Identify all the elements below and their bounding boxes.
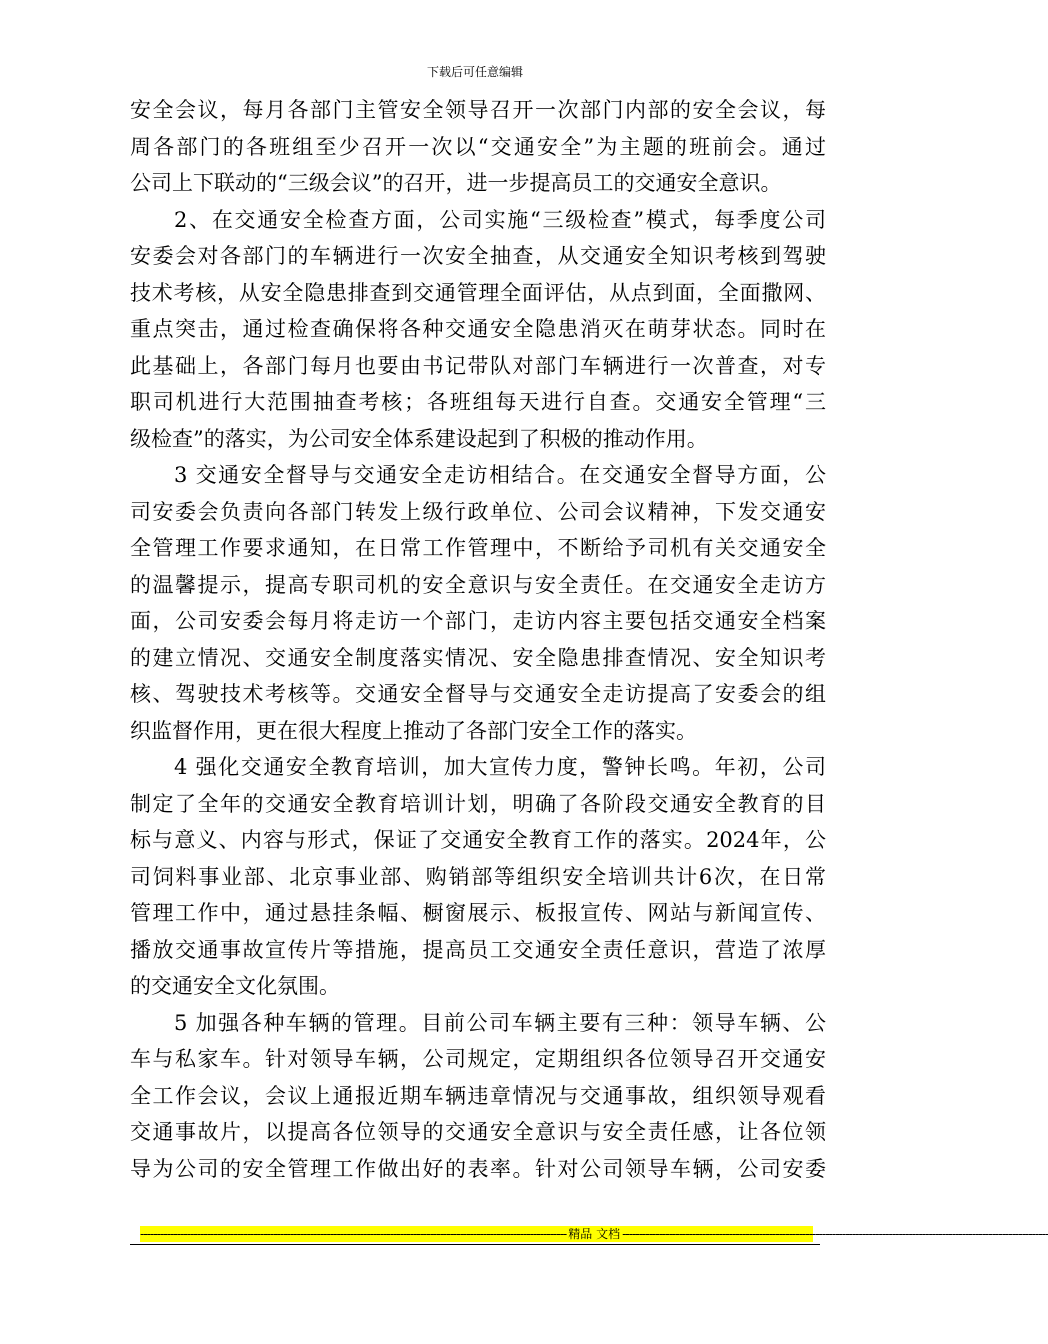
text-line: 的温馨提示，提高专职司机的安全意识与安全责任。在交通安全走访方 xyxy=(130,572,826,597)
text-line: 的交通安全文化氛围。 xyxy=(130,974,340,998)
text-line: 播放交通事故宣传片等措施，提高员工交通安全责任意识，营造了浓厚 xyxy=(130,937,826,962)
text-line: 级检查”的落实，为公司安全体系建设起到了积极的推动作用。 xyxy=(130,426,708,451)
text-line: 交通事故片，以提高各位领导的交通安全意识与安全责任感，让各位领 xyxy=(130,1120,826,1144)
text-line: 管理工作中，通过悬挂条幅、橱窗展示、板报宣传、网站与新闻宣传、 xyxy=(130,901,826,925)
text-line: 3 交通安全督导与交通安全走访相结合。在交通安全督导方面，公 xyxy=(174,463,826,487)
paragraph xyxy=(130,1005,826,1188)
text-line: 面，公司安委会每月将走访一个部门，走访内容主要包括交通安全档案 xyxy=(130,609,826,633)
text-line: 核、驾驶技术考核等。交通安全督导与交通安全走访提高了安委会的组 xyxy=(130,682,826,706)
text-line: 全工作会议，会议上通报近期车辆违章情况与交通事故，组织领导观看 xyxy=(130,1083,826,1108)
footer-dash-right: -------------------------------------------------------------------------------------------------------------------------------- xyxy=(622,1227,1048,1241)
text-line: 司饲料事业部、北京事业部、购销部等组织安全培训共计6次，在日常 xyxy=(130,864,826,889)
text-line: 安委会对各部门的车辆进行一次安全抽查，从交通安全知识考核到驾驶 xyxy=(130,244,826,268)
text-line: 周各部门的各班组至少召开一次以“交通安全”为主题的班前会。通过 xyxy=(130,134,826,159)
footer-dash-left: -------------------------------------------------------------------------------------------------------------------------------- xyxy=(140,1227,567,1241)
footer-band xyxy=(140,1226,1048,1242)
text-line: 职司机进行大范围抽查考核；各班组每天进行自查。交通安全管理“三 xyxy=(130,390,826,414)
text-line: 4 强化交通安全教育培训，加大宣传力度，警钟长鸣。年初，公司 xyxy=(174,755,826,779)
text-line: 标与意义、内容与形式，保证了交通安全教育工作的落实。2024年，公 xyxy=(130,828,826,852)
text-line: 技术考核，从安全隐患排查到交通管理全面评估，从点到面，全面撒网、 xyxy=(130,280,826,305)
text-line: 车与私家车。针对领导车辆，公司规定，定期组织各位领导召开交通安 xyxy=(130,1047,826,1071)
document-body xyxy=(130,92,826,1187)
text-line: 导为公司的安全管理工作做出好的表率。针对公司领导车辆，公司安委 xyxy=(130,1156,826,1181)
text-line: 2、在交通安全检查方面，公司实施“三级检查”模式，每季度公司 xyxy=(174,207,826,232)
text-line: 重点突击，通过检查确保将各种交通安全隐患消灭在萌芽状态。同时在 xyxy=(130,317,826,341)
footer-rule xyxy=(130,1244,820,1245)
text-line: 安全会议，每月各部门主管安全领导召开一次部门内部的安全会议，每 xyxy=(130,98,826,122)
text-line: 公司上下联动的“三级会议”的召开，进一步提高员工的交通安全意识。 xyxy=(130,171,782,195)
text-line: 制定了全年的交通安全教育培训计划，明确了各阶段交通安全教育的目 xyxy=(130,791,826,816)
text-line: 全管理工作要求通知，在日常工作管理中，不断给予司机有关交通安全 xyxy=(130,536,826,560)
text-line: 的建立情况、交通安全制度落实情况、安全隐患排查情况、安全知识考 xyxy=(130,645,826,670)
paragraph xyxy=(130,749,826,1005)
text-line: 织监督作用，更在很大程度上推动了各部门安全工作的落实。 xyxy=(130,718,697,743)
text-line: 5 加强各种车辆的管理。目前公司车辆主要有三种：领导车辆、公 xyxy=(174,1010,826,1035)
page-header: 下载后可任意编辑 xyxy=(426,65,523,79)
text-line: 此基础上，各部门每月也要由书记带队对部门车辆进行一次普查，对专 xyxy=(130,353,826,378)
text-line: 司安委会负责向各部门转发上级行政单位、公司会议精神，下发交通安 xyxy=(130,499,826,524)
paragraph xyxy=(130,202,826,458)
paragraph xyxy=(130,92,826,202)
paragraph xyxy=(130,457,826,749)
footer-label: 精品 文档 xyxy=(568,1227,621,1241)
